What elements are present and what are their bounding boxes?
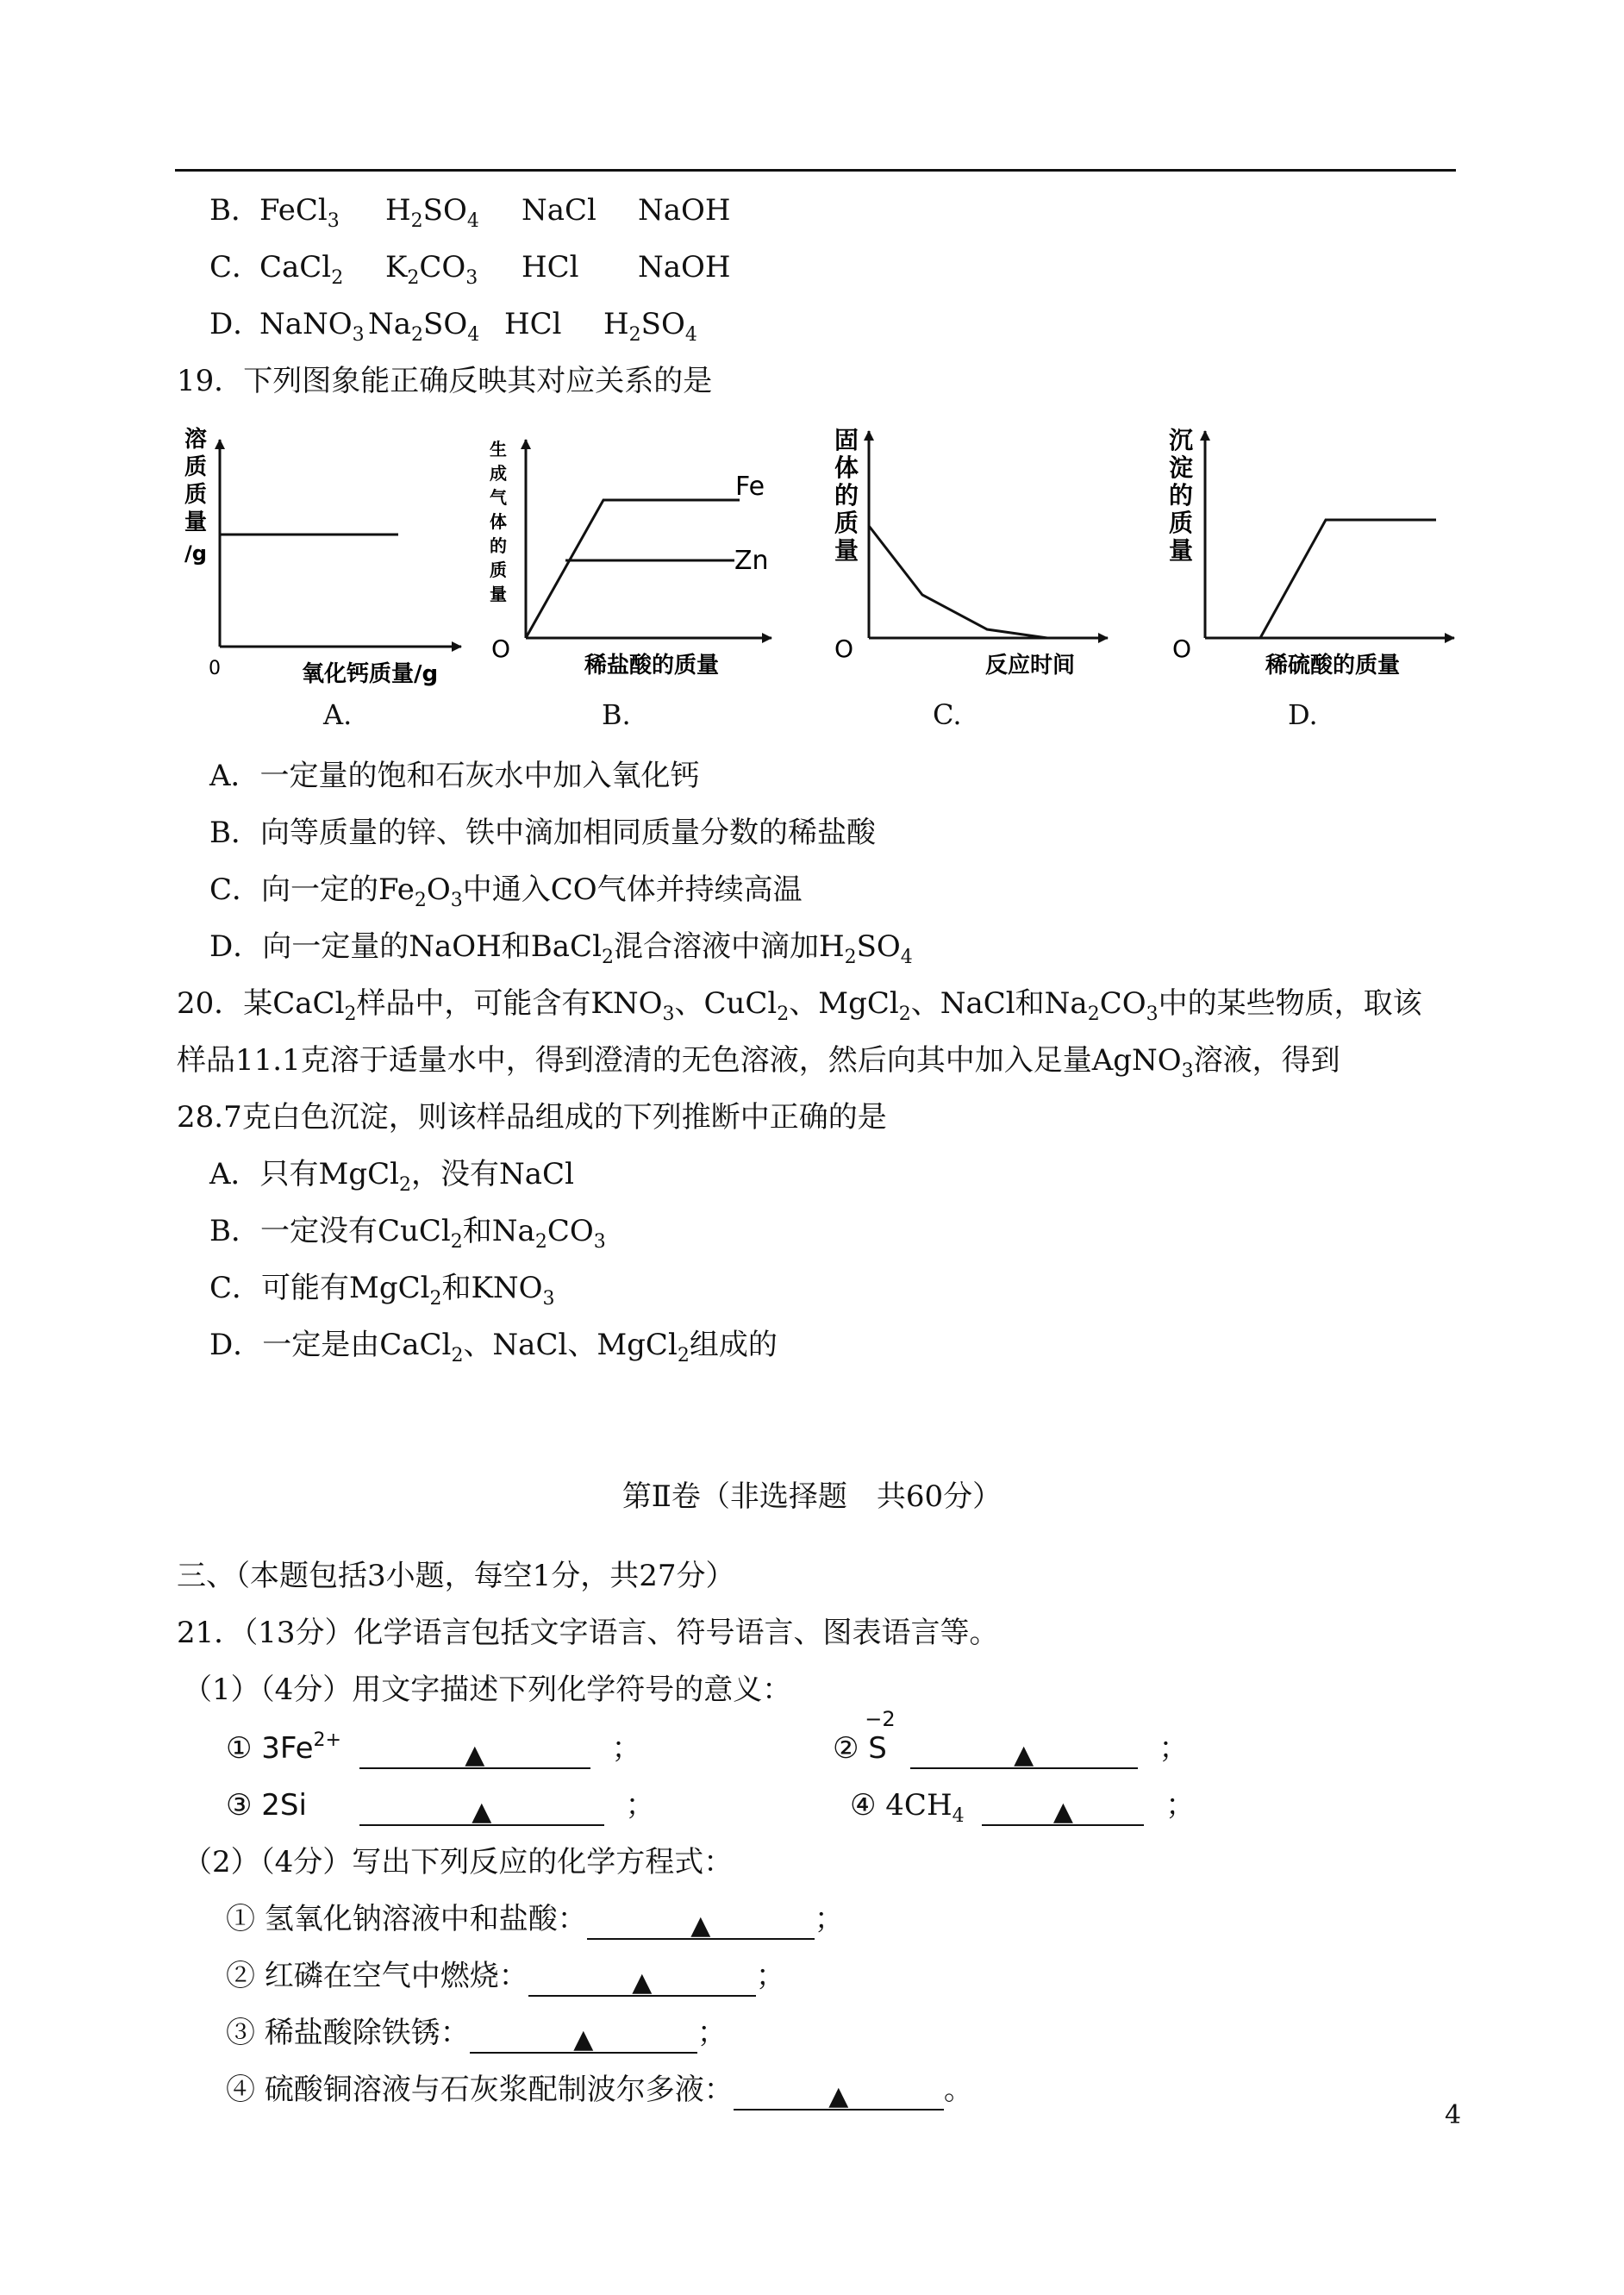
symbol-2si: 2Si bbox=[261, 1788, 307, 1823]
triangle-icon: ▲ bbox=[472, 1797, 492, 1827]
q19-charts bbox=[172, 422, 1465, 698]
equation-blank-2[interactable] bbox=[528, 1962, 756, 1997]
equation-blank-1[interactable] bbox=[587, 1905, 815, 1940]
chart-c-xlabel: 反应时间 bbox=[985, 653, 1076, 678]
chart-b-ylabel-2: 成 bbox=[490, 463, 507, 484]
chart-c-ylabel-3: 的 bbox=[834, 481, 859, 510]
chart-d-label: D. bbox=[1288, 698, 1318, 731]
chart-a-origin: 0 bbox=[209, 658, 221, 679]
q18c-item2: $K_2CO_3$ bbox=[385, 250, 478, 289]
chart-b-ylabel-6: 质 bbox=[490, 560, 507, 580]
chart-d-ylabel-2: 淀 bbox=[1169, 453, 1194, 482]
answer-blank-1-3[interactable] bbox=[359, 1792, 604, 1826]
q18b-item2: $H_2SO_4$ bbox=[385, 193, 479, 232]
chart-d bbox=[1169, 426, 1454, 678]
chart-c-ylabel-2: 体 bbox=[834, 453, 859, 482]
q21-sub2-item2: ② 红磷在空气中燃烧： ▲ ； bbox=[226, 1959, 785, 1998]
chart-a-ylabel-3: 质 bbox=[184, 482, 208, 508]
q21-sub2-item3: ③ 稀盐酸除铁锈： ▲ ； bbox=[226, 2016, 727, 2054]
triangle-icon: ▲ bbox=[465, 1740, 485, 1770]
q20-stem-line3: 28.7克白色沉淀，则该样品组成的下列推断中正确的是 bbox=[177, 1100, 887, 1135]
q21-sub1-item4: ④ $4CH_4$ ▲ ； bbox=[850, 1788, 1196, 1827]
chart-b-ylabel-1: 生 bbox=[490, 439, 507, 460]
chart-b-label: B. bbox=[602, 698, 631, 731]
q18d-item2: $Na_2SO_4$ bbox=[368, 307, 480, 346]
q20-option-a: A．只有MgCl$_2$，没有NaCl bbox=[209, 1157, 574, 1196]
answer-blank-1-2[interactable] bbox=[910, 1735, 1138, 1769]
chart-c-origin: O bbox=[834, 635, 854, 663]
chart-c-label: C. bbox=[933, 698, 962, 731]
q19-option-b: B．向等质量的锌、铁中滴加相同质量分数的稀盐酸 bbox=[209, 816, 876, 850]
chart-a bbox=[184, 426, 461, 687]
q18c-item4: NaOH bbox=[638, 250, 731, 285]
q19-option-a: A．一定量的饱和石灰水中加入氧化钙 bbox=[209, 759, 700, 793]
chart-c-ylabel-5: 量 bbox=[834, 536, 859, 565]
q21-sub1-item2: ② −2 S ▲ ； bbox=[833, 1729, 1189, 1769]
symbol-3fe2plus: $3Fe^{2+}$ bbox=[261, 1729, 341, 1766]
q19-option-d: D．向一定量的NaOH和BaCl$_2$混合溶液中滴加$H_2SO_4$ bbox=[209, 929, 913, 968]
header-rule bbox=[175, 169, 1456, 172]
part3-header: 三、（本题包括3小题，每空1分，共27分） bbox=[177, 1559, 735, 1593]
q21-sub1: （1）（4分）用文字描述下列化学符号的意义： bbox=[183, 1673, 792, 1707]
chart-d-ylabel-1: 沉 bbox=[1169, 426, 1194, 454]
chart-b-series-fe bbox=[526, 500, 740, 638]
chart-b-legend-zn: Zn bbox=[734, 546, 769, 576]
q21-sub2-item1: ① 氢氧化钠溶液中和盐酸： ▲ ； bbox=[226, 1902, 844, 1941]
q20-stem-line1: 20．某CaCl$_2$样品中，可能含有$KNO_3$、CuCl$_2$、MgCl$_2$、NaCl和$Na_2CO_3$中的某些物质，取该 bbox=[177, 986, 1422, 1025]
chart-b-legend-fe: Fe bbox=[735, 472, 765, 502]
chart-c-ylabel-1: 固 bbox=[834, 426, 859, 454]
q21-sub2-item4: ④ 硫酸铜溶液与石灰浆配制波尔多液： ▲ 。 bbox=[226, 2073, 973, 2111]
q20-option-b: B．一定没有CuCl$_2$和$Na_2CO_3$ bbox=[209, 1214, 606, 1253]
chart-a-ylabel-1: 溶 bbox=[184, 427, 208, 453]
q21-sub1-item1: ① $3Fe^{2+}$ ▲ ； bbox=[226, 1729, 641, 1770]
chart-b-xlabel: 稀盐酸的质量 bbox=[584, 653, 720, 678]
chart-b-ylabel-7: 量 bbox=[490, 584, 507, 604]
chart-d-ylabel-3: 的 bbox=[1169, 481, 1194, 510]
chart-c bbox=[834, 426, 1108, 678]
triangle-icon: ▲ bbox=[690, 1910, 711, 1941]
chart-a-ylabel-2: 质 bbox=[184, 454, 208, 480]
triangle-icon: ▲ bbox=[1014, 1740, 1034, 1770]
q20-option-d: D．一定是由CaCl$_2$、NaCl、MgCl$_2$组成的 bbox=[209, 1328, 778, 1366]
equation-blank-3[interactable] bbox=[470, 2019, 697, 2054]
chart-b-ylabel-5: 的 bbox=[490, 535, 507, 556]
answer-blank-1-4[interactable] bbox=[982, 1792, 1144, 1826]
symbol-s-valence: −2 S bbox=[868, 1731, 896, 1766]
chart-c-ylabel-4: 质 bbox=[834, 509, 859, 537]
q18d-item3: HCl bbox=[504, 307, 562, 341]
q18b-item3: NaCl bbox=[522, 193, 597, 228]
triangle-icon: ▲ bbox=[573, 2024, 594, 2054]
equation-blank-4[interactable] bbox=[734, 2076, 944, 2111]
q20-stem-line2: 样品11.1克溶于适量水中，得到澄清的无色溶液，然后向其中加入足量AgNO$_3$溶液，得到 bbox=[177, 1043, 1340, 1082]
symbol-4ch4: $4CH_4$ bbox=[885, 1788, 965, 1827]
q18b-item1: FeCl$_3$ bbox=[259, 193, 340, 232]
q21-stem: 21．（13分）化学语言包括文字语言、符号语言、图表语言等。 bbox=[177, 1616, 999, 1650]
q18b-item4: NaOH bbox=[638, 193, 731, 228]
q21-sub1-item3: ③ 2Si ▲ ； bbox=[226, 1788, 655, 1827]
chart-d-ylabel-4: 质 bbox=[1169, 509, 1194, 537]
triangle-icon: ▲ bbox=[632, 1967, 653, 1998]
page-number: 4 bbox=[1445, 2100, 1462, 2130]
chart-b-ylabel-4: 体 bbox=[490, 511, 507, 532]
chart-c-series-line bbox=[869, 526, 1047, 638]
q21-sub2: （2）（4分）写出下列反应的化学方程式： bbox=[183, 1845, 734, 1879]
section-title: 第Ⅱ卷（非选择题 共60分） bbox=[621, 1479, 1003, 1514]
chart-d-origin: O bbox=[1172, 635, 1192, 663]
triangle-icon: ▲ bbox=[1052, 1797, 1073, 1827]
q19-stem: 19．下列图象能正确反映其对应关系的是 bbox=[177, 364, 713, 398]
chart-a-ylabel-4: 量 bbox=[184, 510, 208, 535]
chart-b bbox=[490, 439, 771, 678]
chart-b-origin: O bbox=[491, 635, 511, 663]
chart-d-series-line bbox=[1260, 520, 1436, 638]
q19-option-c: C．向一定的$Fe_2O_3$中通入CO气体并持续高温 bbox=[209, 872, 803, 911]
q18c-item3: HCl bbox=[522, 250, 579, 285]
q18c-item1: CaCl$_2$ bbox=[259, 250, 344, 289]
chart-b-ylabel-3: 气 bbox=[490, 487, 507, 508]
chart-a-ylabel-5: /g bbox=[184, 541, 207, 566]
triangle-icon: ▲ bbox=[828, 2081, 849, 2111]
chart-a-label: A. bbox=[323, 698, 353, 731]
q18d-item4: $H_2SO_4$ bbox=[603, 307, 697, 346]
chart-a-xlabel: 氧化钙质量/g bbox=[302, 661, 439, 687]
valence-minus2: −2 bbox=[865, 1707, 896, 1731]
chart-d-xlabel: 稀硫酸的质量 bbox=[1265, 653, 1401, 678]
answer-blank-1-1[interactable] bbox=[359, 1735, 590, 1769]
q20-option-c: C．可能有MgCl$_2$和$KNO_3$ bbox=[209, 1271, 555, 1310]
q18d-item1: NaNO$_3$ bbox=[259, 307, 365, 346]
chart-d-ylabel-5: 量 bbox=[1169, 536, 1194, 565]
